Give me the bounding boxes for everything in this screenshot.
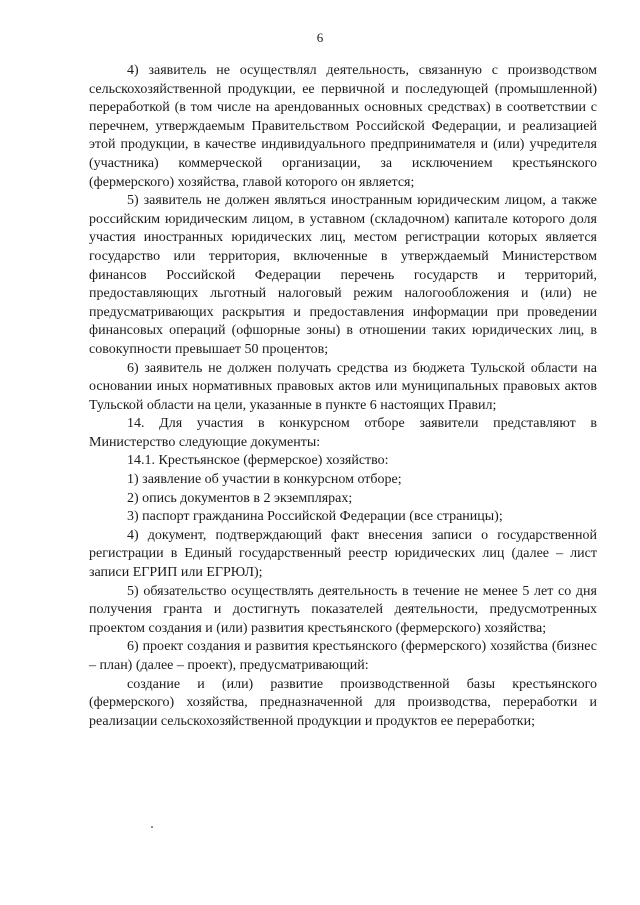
paragraph-doc-2: 2) опись документов в 2 экземплярах; [127, 490, 353, 506]
document-body [89, 62, 597, 731]
paragraph-doc-6: 6) проект создания и развития крестьянского (фермерского) хозяйства (бизнес – план) (далее – проект), предусматривающий: [89, 639, 597, 673]
paragraph-section-14: 14. Для участия в конкурсном отборе заявители представляют в Министерство следующие документы: [89, 416, 597, 450]
paragraph-doc-3: 3) паспорт гражданина Российской Федерации (все страницы); [127, 509, 503, 525]
paragraph-item-5: 5) заявитель не должен являться иностранным юридическим лицом, а также российским юридическим лицом, в уставном (складочном) капитале которого доля участия иностранных юридических лиц, местом регистрации которых является государство или территория, включенные в утверждаемый Министерством финансов Российской Федерации перечень государств и территорий, предоставляющих льготный налоговый режим налогообложения и (или) не предусматривающих раскрытия и предоставления информации при проведении финансовых операций (офшорные зоны) в отношении таких юридических лиц, в совокупности превышает 50 процентов; [89, 193, 597, 357]
paragraph-item-4: 4) заявитель не осуществлял деятельность, связанную с производством сельскохозяйственной продукции, ее первичной и последующей (промышленной) переработкой (в том числе на арендованных основных средствах) в соответствии с перечнем, утверждаемым Правительством Российской Федерации, и реализацией этой продукции, в качестве индивидуального предпринимателя и (или) учредителя (участника) коммерческой организации, за исключением крестьянского (фермерского) хозяйства, главой которого он является; [89, 63, 597, 190]
page-number: 6 [316, 30, 324, 45]
paragraph-doc-4: 4) документ, подтверждающий факт внесения записи о государственной регистрации в Единый государственный реестр юридических лиц (далее – лист записи ЕГРИП или ЕГРЮЛ); [89, 527, 597, 581]
paragraph-subsection-14-1: 14.1. Крестьянское (фермерское) хозяйство: [127, 453, 389, 469]
paragraph-item-6: 6) заявитель не должен получать средства из бюджета Тульской области на основании иных нормативных правовых актов или муниципальных правовых актов Тульской области на цели, указанные в пункте 6 настоящих Правил; [89, 360, 597, 413]
paragraph-doc-6-detail: создание и (или) развитие производственной базы крестьянского (фермерского) хозяйства, предназначенной для производства, переработки и реализации сельскохозяйственной продукции и продуктов ее переработки; [89, 676, 597, 729]
paragraph-doc-5: 5) обязательство осуществлять деятельность в течение не менее 5 лет со дня получения гранта и достигнуть показателей деятельности, предусмотренных проектом создания и (или) развития крестьянского (фермерского) хозяйства; [89, 583, 597, 636]
scan-speck [151, 826, 153, 828]
paragraph-doc-1: 1) заявление об участии в конкурсном отборе; [127, 472, 402, 488]
